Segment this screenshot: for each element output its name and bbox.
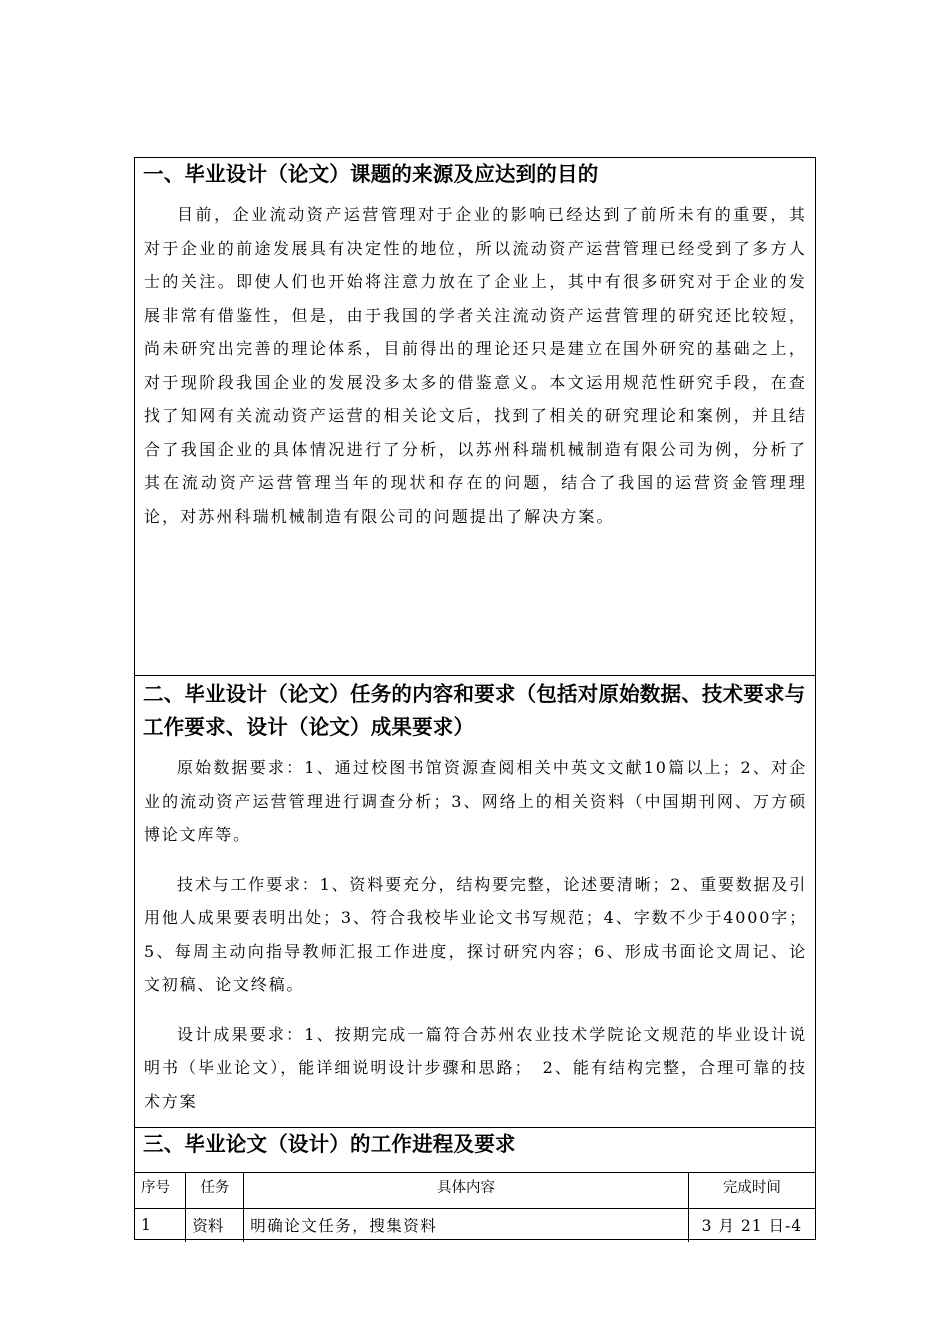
cell-content: 明确论文任务，搜集资料	[244, 1209, 689, 1242]
section-purpose	[135, 158, 815, 676]
section-requirements-heading: 二、毕业设计（论文）任务的内容和要求（包括对原始数据、技术要求与工作要求、设计（论文）成果要求）	[143, 682, 806, 739]
column-header-content: 具体内容	[244, 1173, 689, 1209]
cell-task: 资料	[186, 1209, 244, 1242]
schedule-table	[135, 1172, 815, 1242]
section-purpose-paragraph: 目前，企业流动资产运营管理对于企业的影响已经达到了前所未有的重要，其对于企业的前途发展具有决定性的地位，所以流动资产运营管理已经受到了多方人士的关注。即使人们也开始将注意力放在了企业上，其中有很多研究对于企业的发展非常有借鉴性，但是，由于我国的学者关注流动资产运营管理的研究还比较短，尚未研究出完善的理论体系，目前得出的理论还只是建立在国外研究的基础之上，对于现阶段我国企业的发展没多太多的借鉴意义。本文运用规范性研究手段，在查找了知网有关流动资产运营的相关论文后，找到了相关的研究理论和案例，并且结合了我国企业的具体情况进行了分析，以苏州科瑞机械制造有限公司为例，分析了其在流动资产运营管理当年的现状和存在的问题，结合了我国的运营资金管理理论，对苏州科瑞机械制造有限公司的问题提出了解决方案。	[144, 205, 807, 526]
table-row	[135, 1209, 815, 1242]
schedule-header-row	[135, 1173, 815, 1209]
section-schedule	[135, 1128, 815, 1241]
section-schedule-heading: 三、毕业论文（设计）的工作进程及要求	[143, 1132, 516, 1156]
column-header-number: 序号	[135, 1173, 186, 1209]
cell-number: 1	[135, 1209, 186, 1242]
technical-work-requirements: 技术与工作要求：1、资料要充分，结构要完整，论述要清晰；2、重要数据及引用他人成果要表明出处；3、符合我校毕业论文书写规范；4、字数不少于4000字；5、每周主动向指导教师汇报工作进度，探讨研究内容；6、形成书面论文周记、论文初稿、论文终稿。	[144, 874, 807, 994]
original-data-requirements: 原始数据要求：1、通过校图书馆资源查阅相关中英文文献10篇以上；2、对企业的流动资产运营管理进行调查分析；3、网络上的相关资料（中国期刊网、万方硕博论文库等。	[144, 758, 807, 844]
task-form	[134, 157, 816, 1240]
column-header-task: 任务	[186, 1173, 244, 1209]
design-result-requirements: 设计成果要求：1、按期完成一篇符合苏州农业技术学院论文规范的毕业设计说明书（毕业论文），能详细说明设计步骤和思路； 2、能有结构完整，合理可靠的技术方案	[144, 1024, 807, 1111]
cell-completion-time: 3 月 21 日-4	[688, 1209, 815, 1242]
section-requirements	[135, 676, 815, 1128]
section-purpose-heading: 一、毕业设计（论文）课题的来源及应达到的目的	[143, 162, 599, 186]
column-header-completion-time: 完成时间	[688, 1173, 815, 1209]
